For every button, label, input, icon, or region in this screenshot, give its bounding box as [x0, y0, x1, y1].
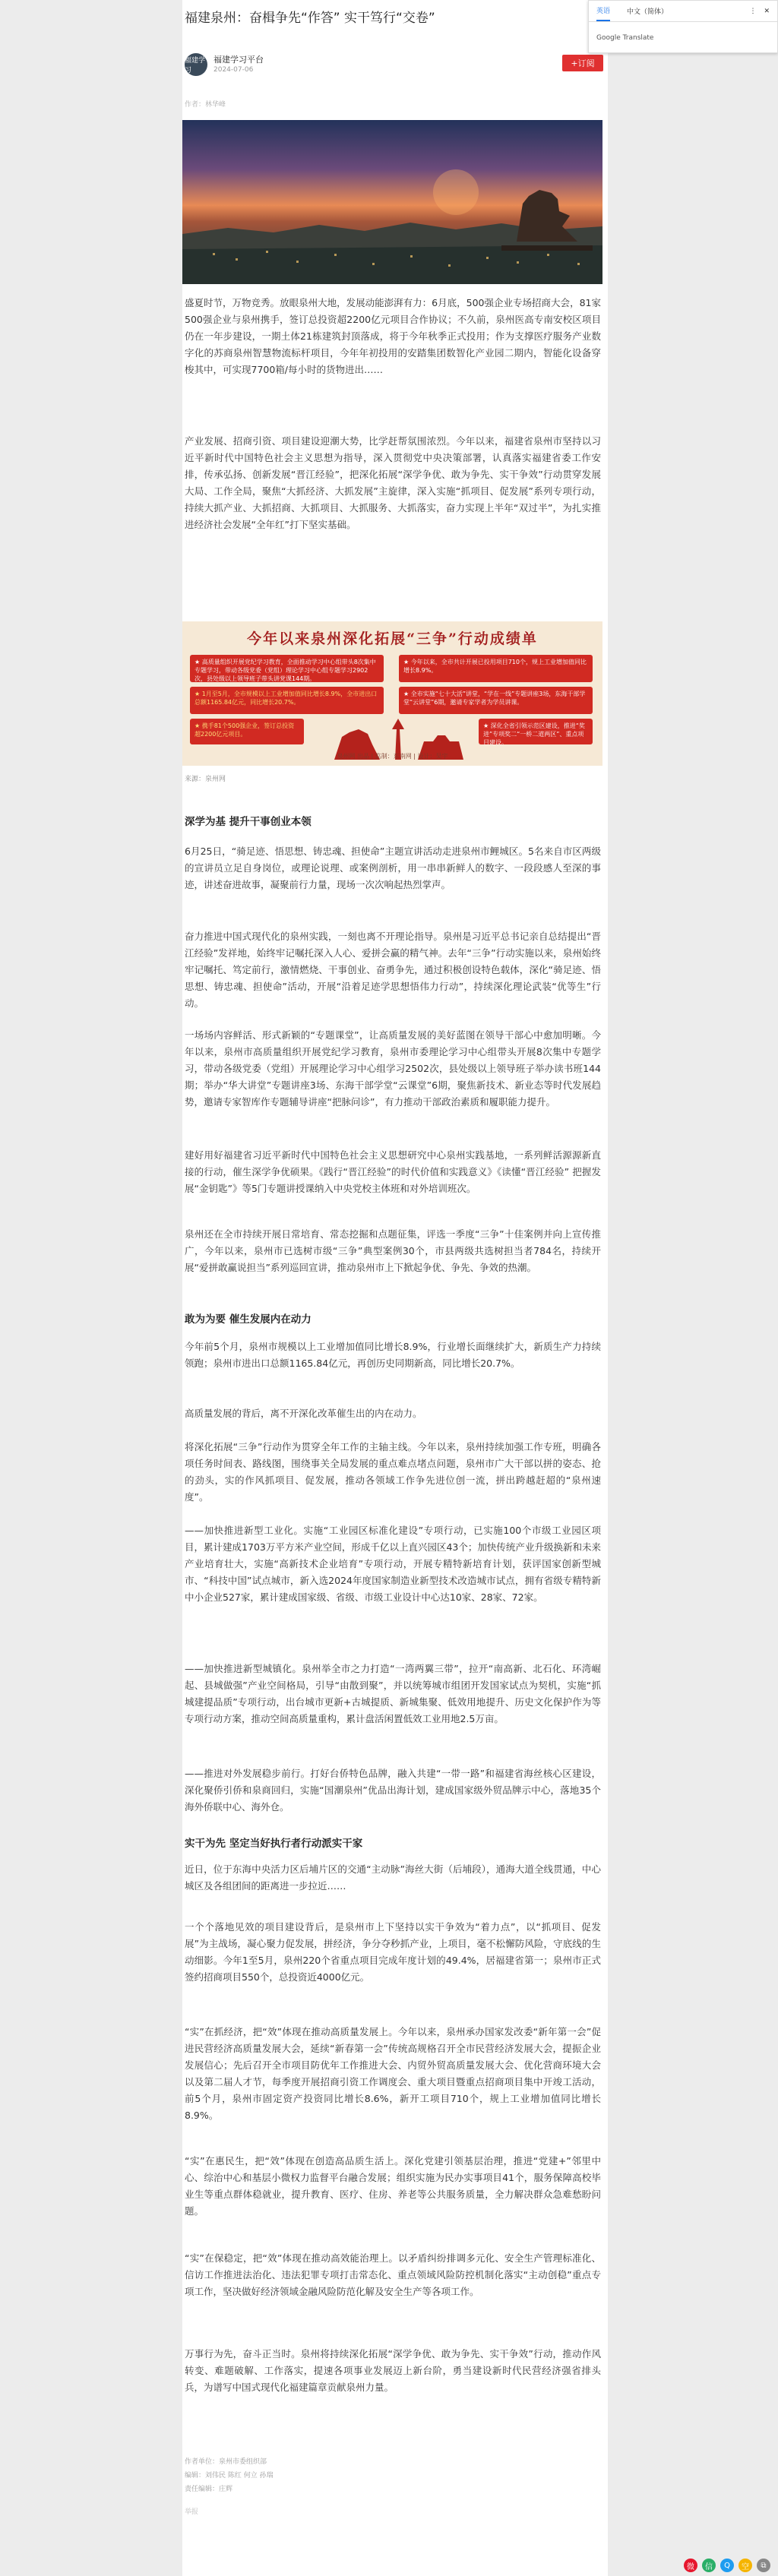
tab-chinese[interactable]: 中文（简体） [627, 8, 669, 16]
paragraph-10: 将深化拓展“三争”行动作为贯穿全年工作的主轴主线。今年以来，泉州持续加强工作专班，明确各项任务时间表、路线图，围绕事关全局发展的重点难点堵点问题，泉州市广大干部以拼的姿态、抢的劲头，实的作风抓项目、促发展，推动各领域工作争先进位创一流，拼出跨越赶超的“泉州速度”。 [185, 1441, 601, 1503]
report-link[interactable]: 举报 [185, 2508, 199, 2516]
avatar[interactable]: 福建学习 [185, 53, 207, 76]
info-box-2: ★ 1月至5月，全市规模以上工业增加值同比增长8.9%，全市进出口总额1165.84亿元，同比增长20.7%。 [190, 687, 384, 714]
paragraph-19: 万事行为先，奋斗正当时。泉州将持续深化拓展“深学争优、敢为争先、实干争效”行动，推动作风转变、难题破解、工作落实，提速各项事业发展迈上新台阶，勇当建设新时代民营经济强省排头兵，为谱写中国式现代化福建篇章贡献泉州力量。 [185, 2348, 601, 2393]
city-skyline-illustration [182, 120, 602, 284]
footer-source: 作者单位：泉州市委组织部 [185, 2458, 267, 2466]
infographic-credit: 泉州网 出品 | 监制：东南网 | 设计：吴宇 [337, 753, 448, 760]
paragraph-12: ——加快推进新型城镇化。泉州举全市之力打造“一湾两翼三带”，拉开“南高新、北石化、环湾崛起、县城做强”产业空间格局，引导“由散到聚”，并以统筹城市组团开发国家试点为契机，实施“抓城建提品质”专项行动，出台城市更新+古城提质、新城集聚、低效用地提升、历史文化保护作为等专项行动方案，推动空间高质量重构，累计盘活闲置低效工业用地2.5万亩。 [185, 1663, 601, 1724]
paragraph-9: 高质量发展的背后，离不开深化改革催生出的内在动力。 [185, 1408, 422, 1419]
paragraph-3: 6月25日，“骑足迹、悟思想、铸忠魂、担使命”主题宣讲活动走进泉州市鲤城区。5名来自市区两级的宣讲员立足自身岗位，或理论说理、或案例剖析，用一串串新鲜人的数字、一段段感人至深的事迹，讲述奋进故事，凝聚前行力量，现场一次次响起热烈掌声。 [185, 845, 601, 890]
close-icon[interactable]: ✕ [764, 7, 770, 15]
article-body [182, 0, 601, 2576]
translate-tabs [589, 1, 777, 22]
paragraph-15: 一个个落地见效的项目建设背后，是泉州市上下坚持以实干争效为“着力点”，以“抓项目、促发展”为主战场，凝心聚力促发展，拼经济，争分夺秒抓产业，上项目，毫不松懈防风险，守底线的生动细影。今年1至5月，泉州220个省重点项目完成年度计划的49.4%，居福建省第一；泉州市正式签约招商项目550个，总投资近4000亿元。 [185, 1921, 601, 1983]
paragraph-13: ——推进对外发展稳步前行。打好台侨特色品牌，融入共建“一带一路”和福建省海丝核心区建设，深化聚侨引侨和泉商回归，实施“国潮泉州”优品出海计划，建成国家级外贸品牌示中心，落地35个海外侨联中心、海外仓。 [185, 1768, 601, 1813]
author-label: 作者：林华峰 [185, 101, 226, 109]
section-heading-2: 敢为为要 催生发展内在动力 [185, 1313, 312, 1326]
translate-popup [588, 0, 778, 53]
paragraph-16: “实”在抓经济，把“效”体现在推动高质量发展上。今年以来，泉州承办国家发改委“新年第一会”促进民营经济高质量发展大会，延续“新春第一会”传统高规格召开全市民营经济发展大会，提振企业发展信心；先后召开全市项目防优年工作推进大会、内贸外贸高质量发展大会、优化营商环境大会以及第二届人才节，每季度开展招商引资工作调度会、重大项目暨重点招商项目集中开竣工活动，前5个月，泉州市固定资产投资同比增长8.6%，新开工项目710个，规上工业增加值同比增长8.9%。 [185, 2026, 601, 2121]
copy-icon[interactable]: ⧉ [757, 2559, 770, 2572]
paragraph-6: 建好用好福建省习近平新时代中国特色社会主义思想研究中心泉州实践基地，一系列鲜活源源新直接的行动，催生深学争优硕果。《践行“晋江经验”的时代价值和实践意义》《读懂“晋江经验” 把握发展“金钥匙”》等5门专题讲授课纳入中央党校主体班和对外培训班次。 [185, 1149, 601, 1194]
paragraph-14: 近日，位于东海中央活力区后埔片区的交通“主动脉”海丝大街（后埔段），通海大道全线贯通，中心城区及各组团间的距离进一步拉近…… [185, 1863, 601, 1892]
paragraph-4: 奋力推进中国式现代化的泉州实践，一刻也离不开理论指导。泉州是习近平总书记亲自总结提出“晋江经验”发祥地，始终牢记嘱托深入人心、爱拼会赢的精气神。去年“三争”行动实施以来，泉州始终牢记嘱托、笃定前行，激情燃烧、干事创业、奋勇争先，通过积极创设特色载体，深化“骑足迹、悟思想、铸忠魂、担使命”活动，开展“沿着足迹学思想悟伟力行动”，持续深化理论武装“优等生”行动。 [185, 931, 601, 1009]
paragraph-8: 今年前5个月，泉州市规模以上工业增加值同比增长8.9%，行业增长面继续扩大，新质生产力持续领跑；泉州市进出口总额1165.84亿元，再创历史同期新高，同比增长20.7%。 [185, 1341, 601, 1369]
paragraph-11: ——加快推进新型工业化。实施“工业园区标准化建设”专项行动，已实施100个市级工业园区项目，累计建成1703万平方米产业空间，形成千亿以上直兴园区43个；加快传统产业升级换新和未来产业培育壮大，实施“高新技术企业培育”专项行动，开展专精特新培育计划，获评国家创新型城市、“科技中国”试点城市，新入选2024年度国家制造业新型技术改造城市试点，拥有省级专精特新中小企业527家，累计建成国家级、省级、市级工业设计中心达10家、28家、72家。 [185, 1525, 601, 1603]
infographic-title: 今年以来泉州深化拓展“三争”行动成绩单 [247, 631, 538, 647]
info-box-3: ★ 今年以来，全市共计开展已投用项目710个，规上工业增加值同比增长8.9%。 [399, 655, 593, 682]
section-heading-1: 深学为基 提升干事创业本领 [185, 816, 312, 828]
author-bar [185, 52, 264, 77]
more-icon[interactable]: ⋮ [749, 7, 757, 15]
paragraph-2: 产业发展、招商引资、项目建设迎潮大势，比学赶帮氛围浓烈。今年以来，福建省泉州市坚持以习近平新时代中国特色社会主义思想为指导，深入贯彻党中央决策部署，认真落实福建省委工作安排，传承弘扬、创新发展“晋江经验”，把深化拓展“深学争优、敢为争先、实干争效”行动贯穿发展大局、工作全局，聚焦“大抓经济、大抓发展”主旋律，深入实施“抓项目、促发展”系列专项行动，持续大抓产业、大抓招商、大抓项目、大抓服务、大抓落实，奋力实现上半年“双过半”，为扎实推进经济社会发展“全年红”打下坚实基础。 [185, 435, 601, 530]
paragraph-18: “实”在保稳定，把“效”体现在推动高效能治理上。以矛盾纠纷排调多元化、安全生产管理标准化、信访工作推进法治化、违法犯罪专项打击常态化、重点领域风险防控机制化落实“主动创稳”重点专项工作，坚决做好经济领域金融风险防范化解及安全生产等各项工作。 [185, 2252, 601, 2297]
share-toolbar [684, 2557, 778, 2574]
paragraph-17: “实”在惠民生，把“效”体现在创造高品质生活上。深化党建引领基层治理，推进“党建+”邻里中心、综治中心和基层小微权力监督平台融合发展；组织实施为民办实事项目41个，服务保障高校毕业生等重点群体稳就业，提升教育、医疗、住房、养老等公共服务质量，全力解决群众急难愁盼问题。 [185, 2155, 601, 2217]
author-name[interactable]: 福建学习平台 [213, 55, 264, 65]
info-box-4: ★ 全市实施“七十大活”讲堂，“学在一线”专题讲座3场，东海干部学堂“云讲堂”6期，邀请专家学者为学员讲课。 [399, 687, 593, 714]
info-box-5: ★ 携手81个500强企业，签订总投资超2200亿元项目。 [190, 719, 304, 744]
info-box-6: ★ 深化全省引领示范区建设，推进“奖进”专项奖二“一桥二道两区”、重点项目建设。 [479, 719, 593, 744]
image-source: 来源：泉州网 [185, 776, 226, 783]
article-title: 福建泉州：奋楫争先“作答” 实干笃行“交卷” [185, 11, 435, 26]
publish-date: 2024-07-06 [213, 66, 254, 74]
paragraph-7: 泉州还在全市持续开展日常培育、常态挖掘和点题征集，评选一季度“三争”十佳案例并向上宣传推广，今年以来，泉州市已选树市级“三争”典型案例30个，市县两级共选树担当者784名，持续开展“爱拼敢赢说担当”系列巡回宣讲，推动泉州市上下掀起争优、争先、争效的热潮。 [185, 1228, 601, 1273]
footer-editor: 编辑：刘伟民 陈红 何立 孙瑞 [185, 2472, 274, 2480]
qq-icon[interactable]: Q [720, 2559, 734, 2572]
wechat-icon[interactable]: 信 [702, 2559, 716, 2572]
follow-button[interactable]: +订阅 [562, 55, 603, 71]
section-heading-3: 实干为先 坚定当好执行者行动派实干家 [185, 1838, 363, 1850]
author-meta [213, 55, 264, 74]
qzone-icon[interactable]: 空 [738, 2559, 752, 2572]
paragraph-1: 盛夏时节，万物竞秀。放眼泉州大地，发展动能澎湃有力：6月底，500强企业专场招商大会，81家500强企业与泉州携手，签订总投资超2200亿元项目合作协议；不久前，泉州医高专南安校区项目仍在一年步建设，一期土体21栋建筑封顶落成，将于今年秋季正式投用；作为支撑医疗服务产业数字化的苏商泉州智慧物流标杆项目，今年年初投用的安踏集团数智化产业园二期内，智能化设备穿梭其中，可实现7700箱/每小时的货物进出…… [185, 297, 601, 375]
city-sunset-photo [182, 120, 602, 284]
article-page [182, 0, 608, 2576]
infographic [182, 621, 602, 766]
tab-english[interactable]: 英语 [596, 1, 610, 21]
weibo-icon[interactable]: 微 [684, 2559, 697, 2572]
info-box-1: ★ 高质量组织开展党纪学习教育，全面推动学习中心组带头8次集中专题学习，带动各级党委（党组）理论学习中心组专题学习2902次，县处级以上领导班子带头讲党课144期。 [190, 655, 384, 682]
google-translate-brand: Google Translate [596, 34, 654, 42]
paragraph-5: 一场场内容鲜活、形式新颖的“专题课堂”，让高质量发展的美好蓝图在领导干部心中愈加明晰。今年以来，泉州市高质量组织开展党纪学习教育，泉州市委理论学习中心组带头开展8次集中专题学习，带动各级党委（党组）开展理论学习中心组学习2502次，县处级以上领导班子举办读书班144期；举办“华大讲堂”专题讲座3场、东海干部学堂“云课堂”6期，聚焦新技术、新业态等时代发展趋势，邀请专家智库作专题辅导讲座“把脉问诊”，有力推动干部政治素质和履职能力提升。 [185, 1029, 601, 1108]
footer-reviewer: 责任编辑：庄辉 [185, 2486, 233, 2493]
